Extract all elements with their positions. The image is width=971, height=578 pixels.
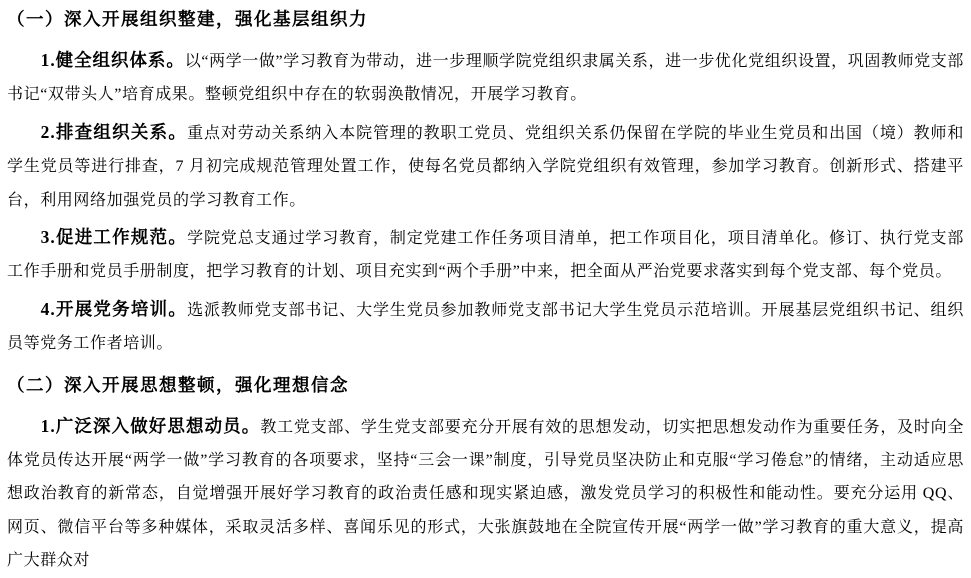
- paragraph-lead: 1.健全组织体系。: [40, 50, 185, 70]
- paragraph-body: 以“两学一做”学习教育为带动，进一步理顺学院党组织隶属关系，进一步优化党组织设置，巩固教师党支部书记“双带头人”培育成果。整顿党组织中存在的软弱涣散情况，开展学习教育。: [7, 53, 964, 104]
- paragraph-body: 选派教师党支部书记、大学生党员参加教师党支部书记大学生党员示范培训。开展基层党组织书记、组织员等党务工作者培训。: [7, 301, 965, 353]
- paragraph-lead: 2.排查组织关系。: [40, 121, 188, 142]
- paragraph-body: 教工党支部、学生党支部要充分开展有效的思想发动，切实把思想发动作为重要任务，及时向全体党员传达开展“两学一做”学习教育的各项要求，坚持“三会一课”制度，引导党员坚决防止和克服“学习倦怠”的情绪，主动适应思想政治教育的新常态，自觉增强开展好学习教育的政治责任感和现实紧迫感，激发党员学习的积极性和能动性。要充分运用 QQ、网页、微信平台等多种媒体，采取灵活多样、喜闻乐见的形式，大张旗鼓地在全院宣传开展“两学一做”学习教育的重大意义，提高广大群众对: [7, 418, 965, 570]
- paragraph-organization-system: [7, 44, 964, 112]
- paragraph-body: 重点对劳动关系纳入本院管理的教职工党员、党组织关系仍保留在学院的毕业生党员和出国（境）教师和学生党员等进行排查，7 月初完成规范管理处置工作，使每名党员都纳入学院党组织有效管理，参加学习教育。创新形式、搭建平台，利用网络加强党员的学习教育工作。: [7, 124, 965, 209]
- paragraph-body: 学院党总支通过学习教育，制定党建工作任务项目清单，把工作项目化，项目清单化。修订、执行党支部工作手册和党员手册制度，把学习教育的计划、项目充实到“两个手册”中来，把全面从严治党要求落实到每个党支部、每个党员。: [7, 230, 965, 281]
- paragraph-work-standards: [7, 221, 964, 289]
- section-heading-one: （一）深入开展组织整建，强化基层组织力: [7, 9, 368, 29]
- paragraph-lead: 4.开展党务培训。: [40, 298, 188, 319]
- paragraph-ideological-mobilization: [7, 410, 964, 578]
- paragraph-lead: 1.广泛深入做好思想动员。: [40, 415, 261, 436]
- paragraph-check-relations: [7, 116, 964, 217]
- paragraph-lead: 3.促进工作规范。: [40, 227, 188, 248]
- paragraph-party-training: [7, 293, 964, 361]
- section-heading-two: （二）深入开展思想整顿，强化理想信念: [7, 374, 349, 395]
